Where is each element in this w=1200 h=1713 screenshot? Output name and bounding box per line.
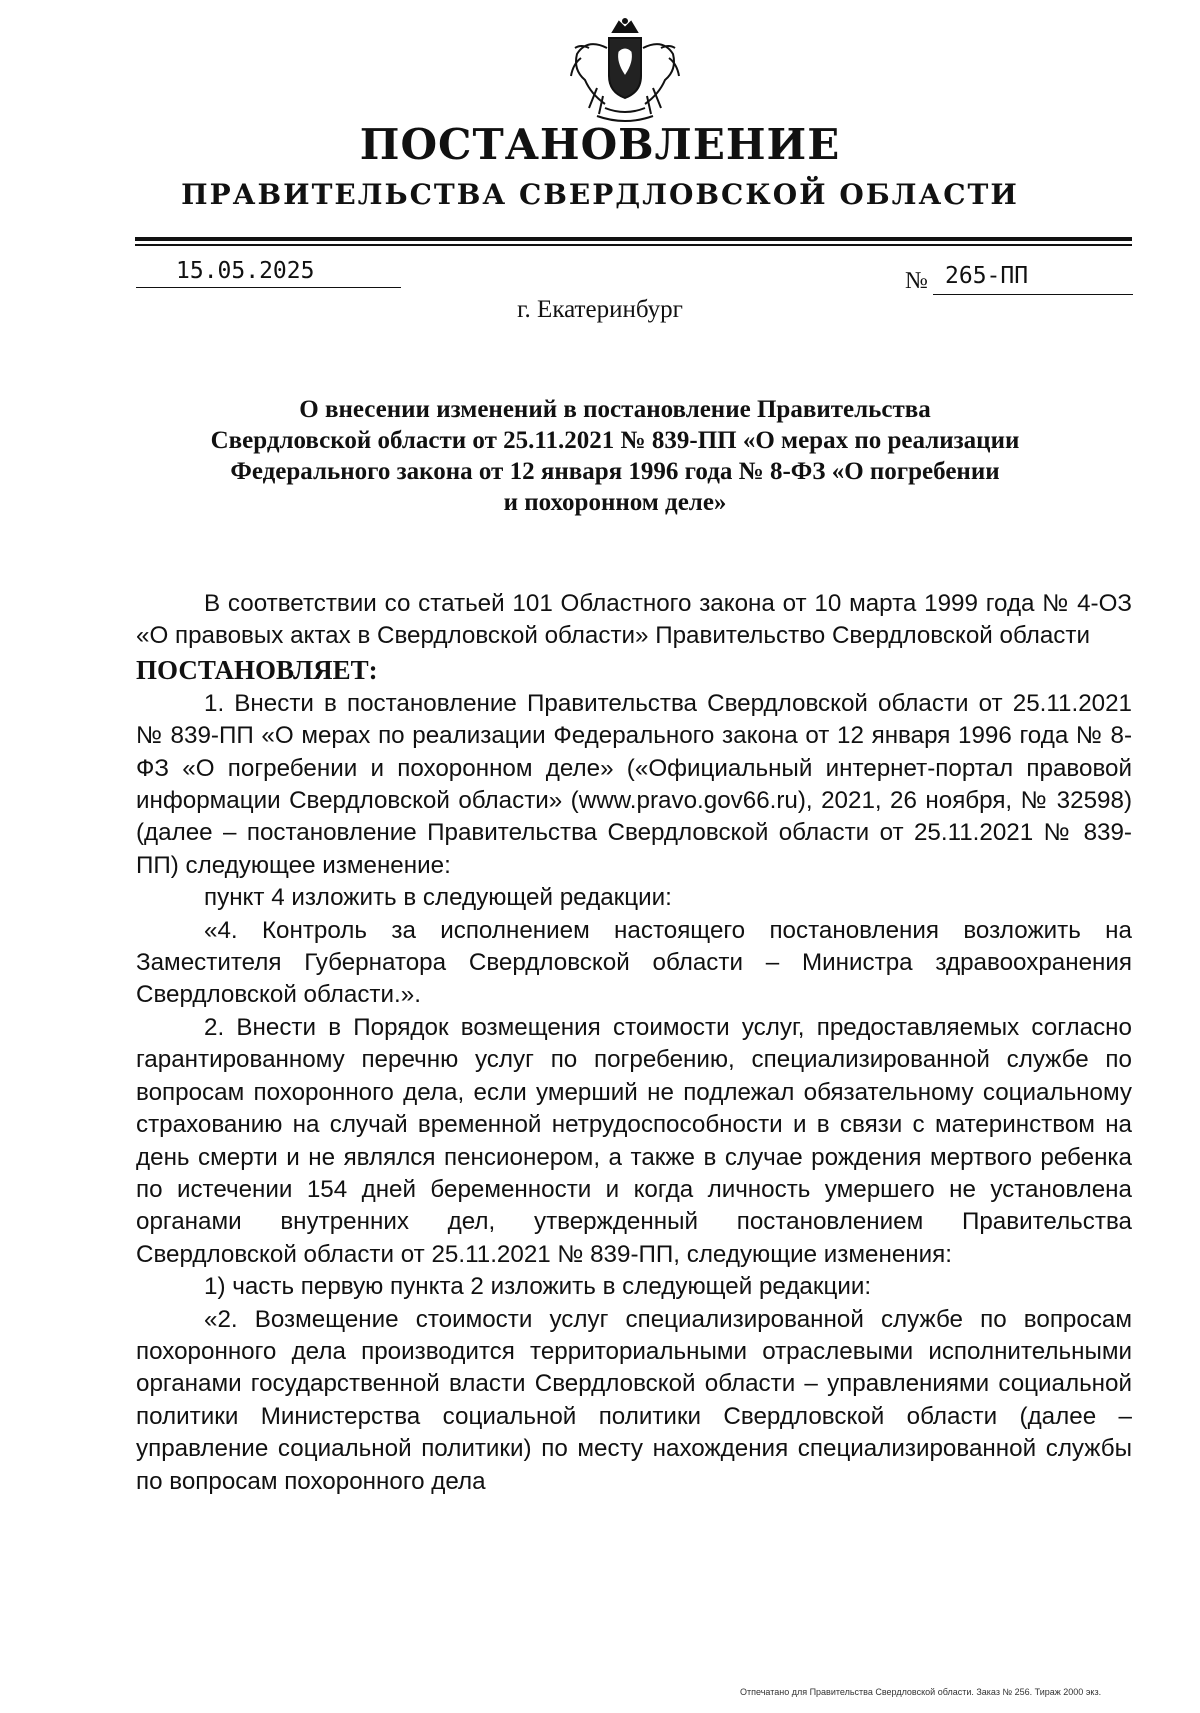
header-rule-thick (135, 237, 1132, 241)
header-rule-thin (135, 244, 1132, 246)
heading-line: Свердловской области от 25.11.2021 № 839-ПП «О мерах по реализации (210, 427, 1020, 454)
city-line: г. Екатеринбург (517, 296, 683, 323)
date-underline (136, 287, 401, 288)
document-title: ПОСТАНОВЛЕНИЕ (359, 120, 841, 169)
document-number: 265-ПП (945, 263, 1029, 289)
document-date: 15.05.2025 (176, 258, 315, 284)
heading-line: и похоронном деле» (503, 489, 727, 516)
item-2-sub-paragraph: 1) часть первую пункта 2 изложить в следующей редакции: (204, 1273, 872, 1301)
document-subtitle: ПРАВИТЕЛЬСТВА СВЕРДЛОВСКОЙ ОБЛАСТИ (181, 178, 1019, 211)
item-2-paragraph: 2. Внести в Порядок возмещения стоимости услуг, предоставляемых согласно гарантированному перечню услуг по погребению, специализированной службе по вопросам похоронного дела, если умерший не подлежал обязательному социальному страхованию на случай временной нетрудоспособности и в связи с материнством на день смерти и не являлся пенсионером, а также в случае рождения мертвого ребенка по истечении 154 дней беременности и когда личность умершего не установлена органами внутренних дел, утвержденный постановлением Правительства Свердловской области от 25.11.2021 № 839-ПП, следующие изменения: (136, 1013, 1132, 1268)
item-1-sub-paragraph: пункт 4 изложить в следующей редакции: (204, 884, 672, 912)
coat-of-arms-icon (567, 18, 683, 128)
item-2-quote-paragraph: «2. Возмещение стоимости услуг специализированной службе по вопросам похоронного дела производится территориальными отраслевыми исполнительными органами государственной власти Свердловской области – управлениями социальной политики Министерства социальной политики Свердловской области (далее – управление социальной политики) по месту нахождения специализированной службы по вопросам похоронного дела (136, 1305, 1132, 1495)
item-1-paragraph: 1. Внести в постановление Правительства Свердловской области от 25.11.2021 № 839-ПП «О мерах по реализации Федерального закона от 12 января 1996 года № 8-ФЗ «О погребении и похоронном деле» («Официальный интернет-портал правовой информации Свердловской области» (www.pravo.gov66.ru), 2021, 26 ноября, № 32598) (далее – постановление Правительства Свердловской области от 25.11.2021 № 839-ПП) следующее изменение: (136, 689, 1132, 879)
preamble-paragraph: В соответствии со статьей 101 Областного закона от 10 марта 1999 года № 4-ОЗ «О правовых актах в Свердловской области» Правительство Свердловской области (136, 590, 1132, 650)
document-heading (150, 394, 1080, 518)
number-underline (933, 294, 1133, 295)
document-body (136, 588, 1132, 1498)
print-note: Отпечатано для Правительства Свердловской области. Заказ № 256. Тираж 2000 экз. (740, 1687, 1102, 1697)
item-1-quote-paragraph: «4. Контроль за исполнением настоящего постановления возложить на Заместителя Губернатора Свердловской области – Министра здравоохранения Свердловской области.». (136, 916, 1132, 1009)
number-sign: № (905, 268, 928, 294)
heading-line: О внесении изменений в постановление Правительства (299, 396, 931, 423)
decree-heading: ПОСТАНОВЛЯЕТ: (136, 654, 378, 685)
heading-line: Федерального закона от 12 января 1996 года № 8-ФЗ «О погребении (230, 458, 1000, 485)
